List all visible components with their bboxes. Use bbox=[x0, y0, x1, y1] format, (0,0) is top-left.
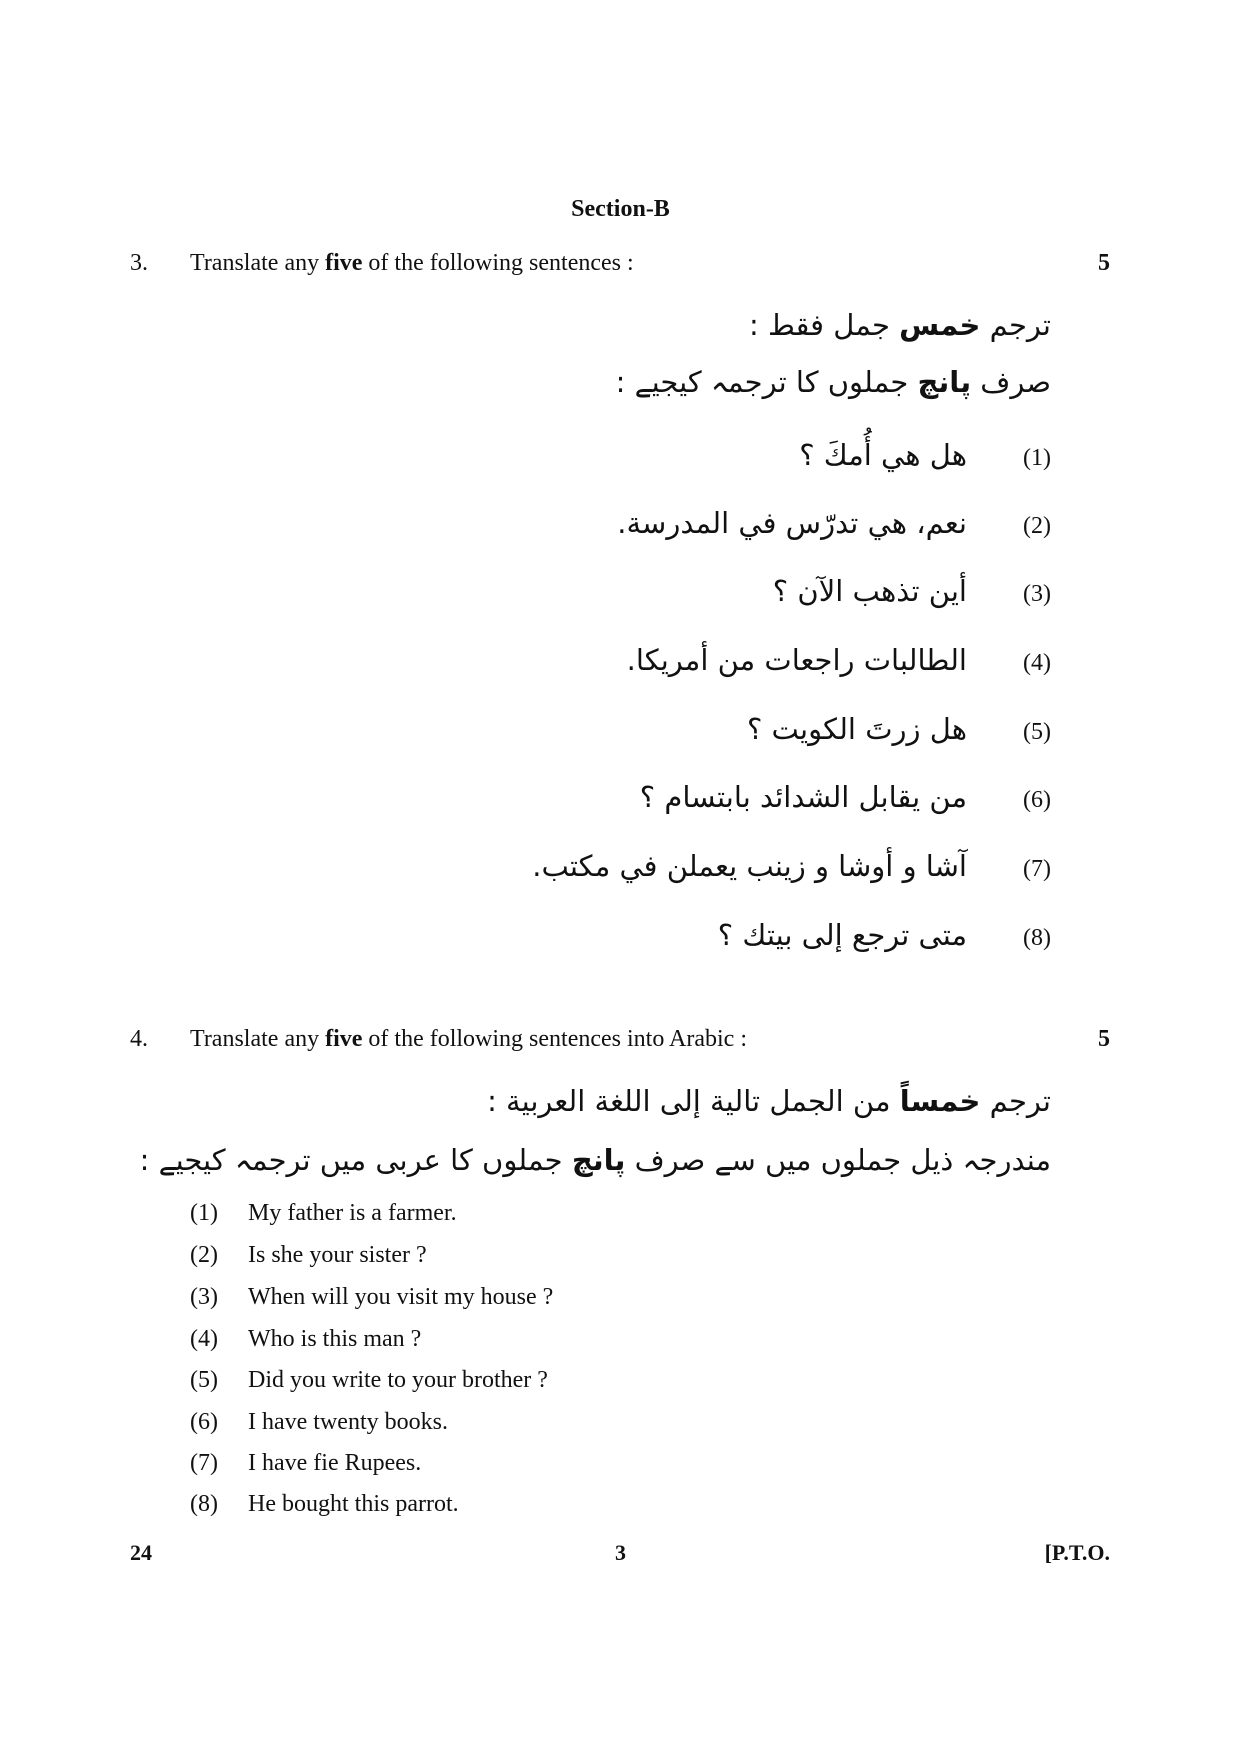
list-item: (4)الطالبات راجعات من أمريكا. bbox=[626, 643, 1051, 677]
list-item: (8)متى ترجع إلى بيتك ؟ bbox=[717, 918, 1051, 952]
question-number: 3. bbox=[130, 250, 148, 276]
list-item: (3) When will you visit my house ? bbox=[190, 1284, 554, 1310]
arabic-instruction: ترجم خمساً من الجمل تالية إلى اللغة العربية : bbox=[487, 1084, 1051, 1118]
paper-code: 24 bbox=[130, 1540, 152, 1565]
list-item: (5) Did you write to your brother ? bbox=[190, 1367, 548, 1393]
question-text: Translate any five of the following sentences into Arabic : bbox=[190, 1026, 747, 1052]
list-item: (7)آشا و أوشا و زينب يعملن في مكتب. bbox=[532, 849, 1051, 883]
list-item: (5)هل زرتَ الكويت ؟ bbox=[746, 712, 1051, 746]
list-item: (7) I have fie Rupees. bbox=[190, 1450, 422, 1476]
list-item: (1)هل هي أُمكَ ؟ bbox=[799, 438, 1051, 472]
urdu-instruction: صرف پانچ جملوں کا ترجمہ کیجیے : bbox=[615, 365, 1051, 399]
question-text: Translate any five of the following sentences : bbox=[190, 250, 634, 276]
list-item: (3)أين تذهب الآن ؟ bbox=[772, 574, 1051, 608]
question-number: 4. bbox=[130, 1026, 148, 1052]
arabic-instruction: ترجم خمس جمل فقط : bbox=[748, 308, 1051, 342]
list-item: (1) My father is a farmer. bbox=[190, 1200, 457, 1226]
list-item: (2)نعم، هي تدرّس في المدرسة. bbox=[617, 506, 1051, 540]
question-3-header bbox=[130, 250, 1110, 282]
urdu-instruction: مندرجہ ذیل جملوں میں سے صرف پانچ جملوں کا عربی میں ترجمہ کیجیے : bbox=[139, 1143, 1051, 1177]
list-item: (2) Is she your sister ? bbox=[190, 1242, 427, 1268]
question-marks: 5 bbox=[1098, 250, 1110, 276]
question-marks: 5 bbox=[1098, 1026, 1110, 1052]
question-4-header bbox=[130, 1026, 1110, 1058]
page-number: 3 bbox=[615, 1540, 626, 1565]
list-item: (6) I have twenty books. bbox=[190, 1409, 448, 1435]
list-item: (6)من يقابل الشدائد بابتسام ؟ bbox=[639, 780, 1051, 814]
section-title: Section-B bbox=[571, 196, 670, 222]
list-item: (8) He bought this parrot. bbox=[190, 1491, 459, 1517]
list-item: (4) Who is this man ? bbox=[190, 1326, 422, 1352]
pto-label: [P.T.O. bbox=[1044, 1540, 1110, 1565]
